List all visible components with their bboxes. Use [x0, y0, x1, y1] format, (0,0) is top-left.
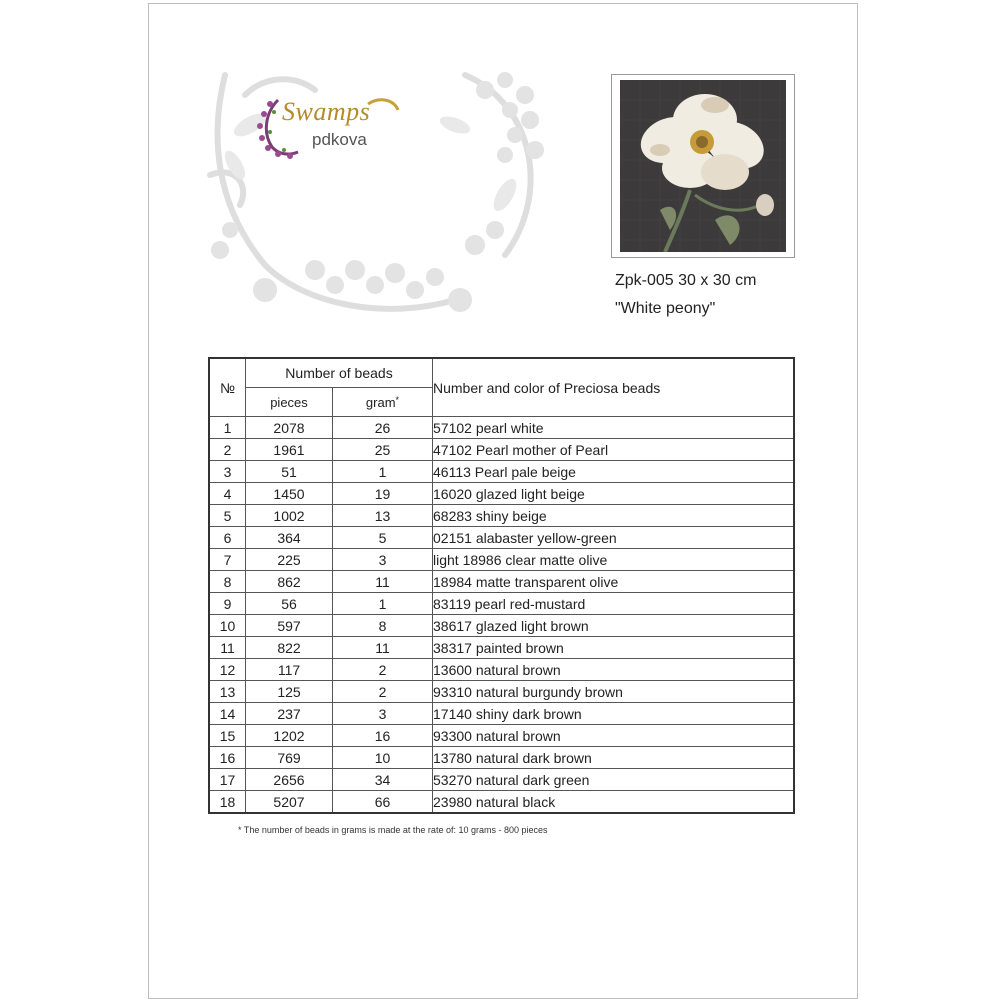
row-description: 46113 Pearl pale beige: [433, 461, 795, 483]
row-gram: 34: [333, 769, 433, 791]
row-gram: 3: [333, 703, 433, 725]
table-row: [209, 527, 794, 549]
table-row: [209, 659, 794, 681]
table-row: [209, 461, 794, 483]
row-pieces: 597: [246, 615, 333, 637]
row-number: 9: [209, 593, 246, 615]
row-number: 16: [209, 747, 246, 769]
table-row: [209, 417, 794, 439]
row-pieces: 225: [246, 549, 333, 571]
row-description: 23980 natural black: [433, 791, 795, 814]
table-row: [209, 703, 794, 725]
row-description: 47102 Pearl mother of Pearl: [433, 439, 795, 461]
row-description: 53270 natural dark green: [433, 769, 795, 791]
table-row: [209, 571, 794, 593]
row-number: 12: [209, 659, 246, 681]
row-description: 13780 natural dark brown: [433, 747, 795, 769]
row-description: 17140 shiny dark brown: [433, 703, 795, 725]
row-pieces: 1002: [246, 505, 333, 527]
col-number-header: №: [209, 358, 246, 417]
row-gram: 16: [333, 725, 433, 747]
row-pieces: 2656: [246, 769, 333, 791]
row-number: 4: [209, 483, 246, 505]
pattern-code-size: Zpk-005 30 x 30 cm: [615, 272, 757, 289]
table-row: [209, 725, 794, 747]
table-row: [209, 593, 794, 615]
row-number: 5: [209, 505, 246, 527]
table-row: [209, 439, 794, 461]
table-row: [209, 791, 794, 814]
row-number: 14: [209, 703, 246, 725]
row-pieces: 56: [246, 593, 333, 615]
row-description: light 18986 clear matte olive: [433, 549, 795, 571]
row-pieces: 769: [246, 747, 333, 769]
row-pieces: 125: [246, 681, 333, 703]
row-gram: 26: [333, 417, 433, 439]
row-number: 13: [209, 681, 246, 703]
footnote: * The number of beads in grams is made at the rate of: 10 grams - 800 pieces: [238, 825, 548, 835]
row-number: 18: [209, 791, 246, 814]
row-number: 11: [209, 637, 246, 659]
table-row: [209, 615, 794, 637]
row-description: 18984 matte transparent olive: [433, 571, 795, 593]
row-pieces: 1961: [246, 439, 333, 461]
logo-subtitle: pdkova: [312, 130, 367, 149]
row-gram: 2: [333, 681, 433, 703]
row-description: 13600 natural brown: [433, 659, 795, 681]
row-description: 83119 pearl red-mustard: [433, 593, 795, 615]
row-number: 15: [209, 725, 246, 747]
row-pieces: 117: [246, 659, 333, 681]
row-gram: 13: [333, 505, 433, 527]
col-gram-label: gram: [365, 394, 396, 410]
row-number: 6: [209, 527, 246, 549]
row-number: 2: [209, 439, 246, 461]
row-description: 02151 alabaster yellow-green: [433, 527, 795, 549]
footnote-marker: *: [395, 394, 400, 405]
bead-table: [208, 357, 795, 814]
col-description-header: Number and color of Preciosa beads: [433, 358, 795, 417]
row-description: 16020 glazed light beige: [433, 483, 795, 505]
col-beads-group-header: Number of beads: [246, 358, 433, 388]
table-row: [209, 483, 794, 505]
table-row: [209, 637, 794, 659]
row-pieces: 51: [246, 461, 333, 483]
row-gram: 11: [333, 637, 433, 659]
table-row: [209, 769, 794, 791]
row-pieces: 1450: [246, 483, 333, 505]
row-description: 93310 natural burgundy brown: [433, 681, 795, 703]
row-description: 68283 shiny beige: [433, 505, 795, 527]
row-gram: 5: [333, 527, 433, 549]
row-number: 17: [209, 769, 246, 791]
row-number: 1: [209, 417, 246, 439]
row-gram: 19: [333, 483, 433, 505]
row-pieces: 237: [246, 703, 333, 725]
row-pieces: 2078: [246, 417, 333, 439]
row-number: 10: [209, 615, 246, 637]
row-description: 38317 painted brown: [433, 637, 795, 659]
table-row: [209, 681, 794, 703]
row-number: 7: [209, 549, 246, 571]
row-gram: 10: [333, 747, 433, 769]
row-gram: 25: [333, 439, 433, 461]
col-pieces-header: pieces: [246, 388, 333, 417]
row-gram: 66: [333, 791, 433, 814]
row-gram: 8: [333, 615, 433, 637]
row-pieces: 1202: [246, 725, 333, 747]
logo-wordmark: Swamps: [282, 97, 371, 126]
table-row: [209, 549, 794, 571]
col-gram-header: [333, 388, 433, 417]
row-pieces: 822: [246, 637, 333, 659]
row-gram: 11: [333, 571, 433, 593]
table-row: [209, 505, 794, 527]
row-gram: 3: [333, 549, 433, 571]
pattern-title: "White peony": [615, 300, 716, 317]
row-number: 3: [209, 461, 246, 483]
row-pieces: 364: [246, 527, 333, 549]
peony-preview-image: [620, 80, 786, 252]
row-description: 57102 pearl white: [433, 417, 795, 439]
row-gram: 1: [333, 461, 433, 483]
row-number: 8: [209, 571, 246, 593]
row-gram: 2: [333, 659, 433, 681]
table-row: [209, 747, 794, 769]
row-description: 38617 glazed light brown: [433, 615, 795, 637]
row-pieces: 5207: [246, 791, 333, 814]
row-gram: 1: [333, 593, 433, 615]
row-description: 93300 natural brown: [433, 725, 795, 747]
bead-table-body: [209, 417, 794, 814]
row-pieces: 862: [246, 571, 333, 593]
